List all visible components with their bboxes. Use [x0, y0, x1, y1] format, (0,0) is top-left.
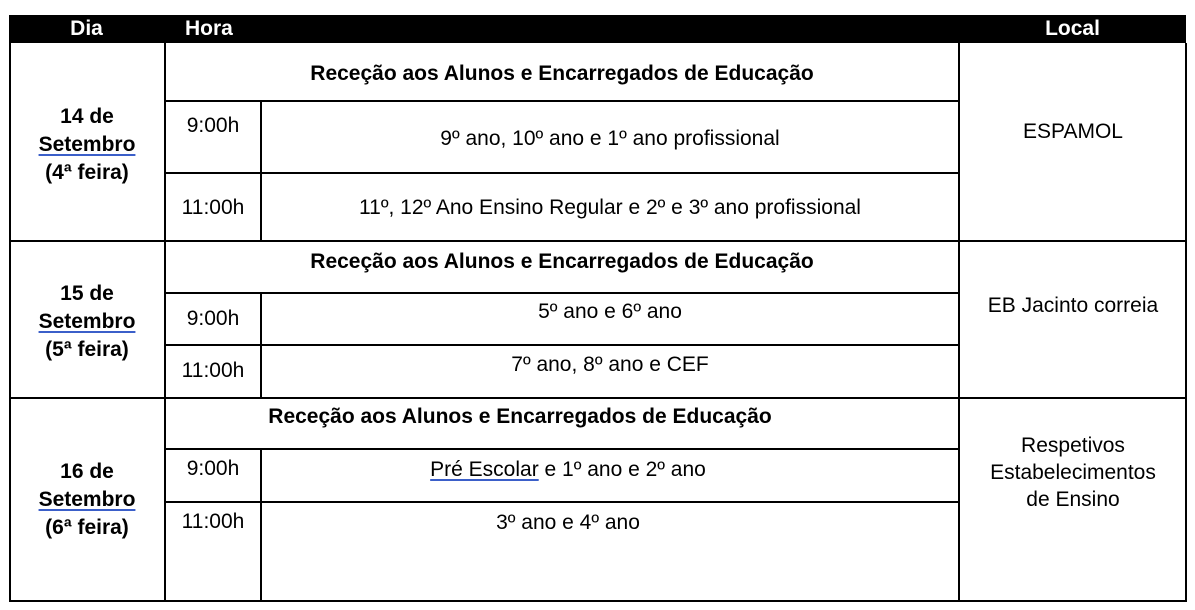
header-hora: Hora — [185, 17, 233, 40]
event-banner: Receção aos Alunos e Encarregados de Educação — [310, 62, 814, 85]
table-header — [9, 15, 1186, 43]
day-month: Setembro — [38, 133, 136, 156]
location — [960, 432, 1186, 513]
location: EB Jacinto correia — [987, 294, 1159, 317]
day-month: Setembro — [38, 488, 136, 511]
session-description — [262, 456, 958, 484]
day-cell — [10, 458, 164, 542]
day-weekday: (6ª feira) — [45, 516, 129, 539]
event-banner: Receção aos Alunos e Encarregados de Educação — [310, 250, 814, 273]
border-bottom — [9, 600, 1187, 602]
row-line-3a — [164, 448, 960, 450]
session-time: 9:00h — [186, 114, 240, 137]
location-line: Respetivos — [1021, 434, 1125, 457]
event-banner: Receção aos Alunos e Encarregados de Educação — [268, 405, 772, 428]
row-line-2b — [164, 344, 960, 346]
day-month: Setembro — [38, 310, 136, 333]
day-separator-1 — [9, 240, 1187, 242]
row-line-2a — [164, 292, 960, 294]
location-line: de Ensino — [1026, 488, 1120, 511]
row-line-1a — [164, 100, 960, 102]
day-separator-2 — [9, 397, 1187, 399]
session-time: 9:00h — [186, 457, 240, 480]
header-dia: Dia — [70, 17, 103, 40]
session-time: 11:00h — [181, 359, 245, 382]
day-cell — [10, 280, 164, 364]
day-weekday: (5ª feira) — [45, 338, 129, 361]
session-description: 3º ano e 4º ano — [496, 511, 640, 534]
day-number: 14 de — [60, 105, 114, 128]
session-description: 9º ano, 10º ano e 1º ano profissional — [440, 127, 780, 150]
session-description: 7º ano, 8º ano e CEF — [511, 353, 709, 376]
session-time: 11:00h — [181, 510, 245, 533]
day-cell — [10, 103, 164, 187]
session-description: 5º ano e 6º ano — [538, 300, 682, 323]
row-line-3b — [164, 501, 960, 503]
day-weekday: (4ª feira) — [45, 161, 129, 184]
session-time: 11:00h — [181, 196, 245, 219]
row-line-1b — [164, 172, 960, 174]
pre-escolar-text: Pré Escolar — [430, 458, 539, 481]
location-line: Estabelecimentos — [990, 461, 1156, 484]
session-description-rest: e 1º ano e 2º ano — [538, 458, 706, 481]
session-description: 11º, 12º Ano Ensino Regular e 2º e 3º ano profissional — [359, 196, 861, 219]
day-number: 15 de — [60, 282, 114, 305]
session-time: 9:00h — [186, 307, 240, 330]
day-number: 16 de — [60, 460, 114, 483]
header-local: Local — [1045, 17, 1100, 40]
location: ESPAMOL — [1023, 120, 1123, 143]
